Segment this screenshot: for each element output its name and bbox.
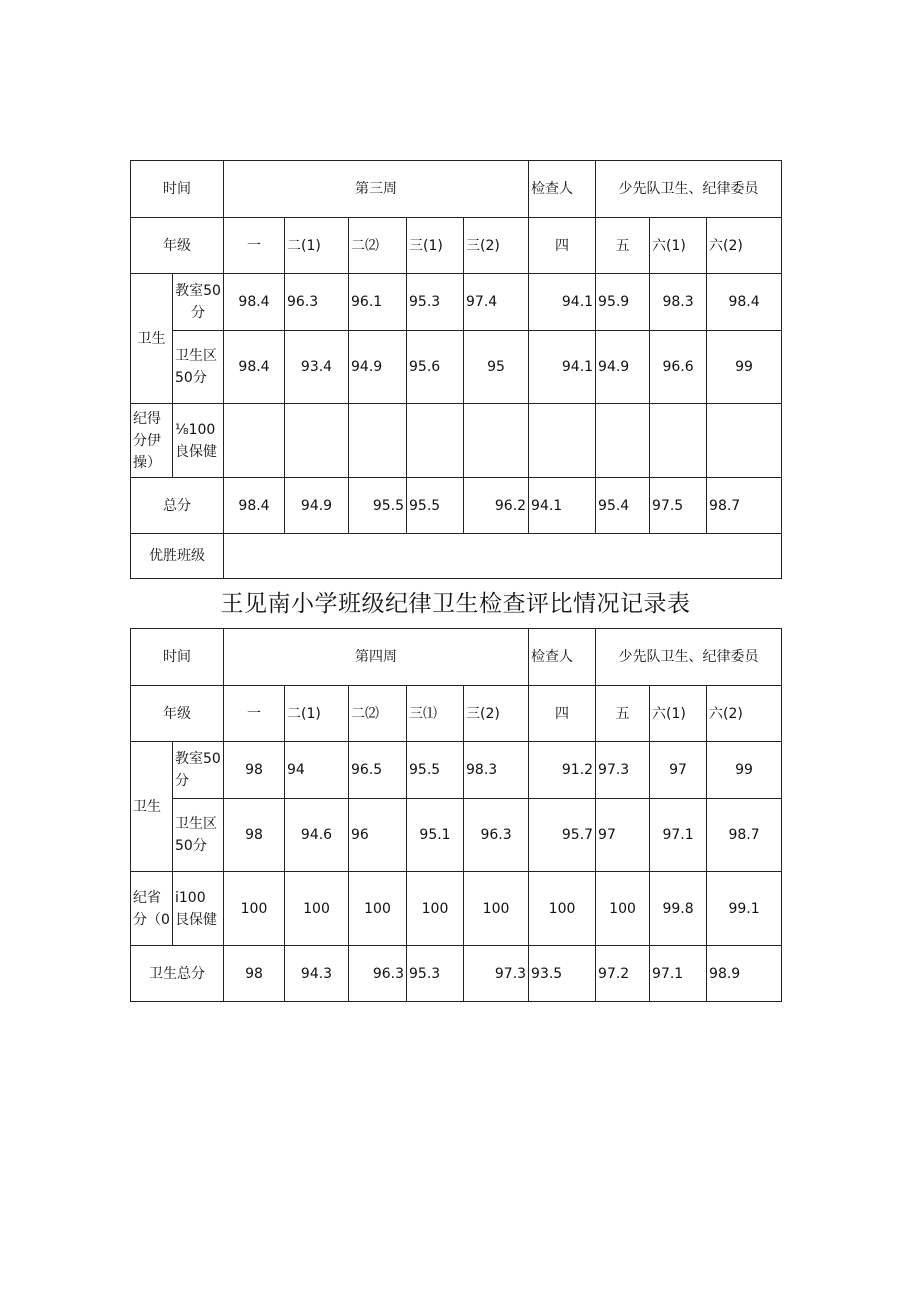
score-cell: 94.3 — [285, 946, 349, 1002]
classroom-label: 教室50分 — [173, 742, 224, 799]
grade-cell: 二(1) — [285, 686, 349, 742]
score-cell: 100 — [224, 872, 285, 946]
score-cell: 94.9 — [285, 478, 349, 534]
score-cell — [407, 404, 464, 478]
page-title: 王见南小学班级纪律卫生检查评比情况记录表 — [220, 591, 691, 617]
area-label: 卫生区50分 — [173, 799, 224, 872]
score-cell: 97.4 — [464, 274, 529, 331]
score-cell: 97.5 — [650, 478, 707, 534]
score-cell: 95.3 — [407, 274, 464, 331]
score-cell — [224, 404, 285, 478]
score-cell: 98.4 — [707, 274, 782, 331]
score-cell: 98.3 — [650, 274, 707, 331]
time-label: 时间 — [131, 161, 224, 218]
score-cell: 93.4 — [285, 331, 349, 404]
score-cell: 94.6 — [285, 799, 349, 872]
grade-cell: 五 — [596, 218, 650, 274]
score-cell: 91.2 — [529, 742, 596, 799]
score-cell: 94.1 — [529, 331, 596, 404]
winner-row — [131, 534, 782, 579]
score-cell: 100 — [407, 872, 464, 946]
score-cell: 99.8 — [650, 872, 707, 946]
score-cell: 96.3 — [349, 946, 407, 1002]
score-cell — [650, 404, 707, 478]
grade-cell: 三⑴ — [407, 686, 464, 742]
area-label: 卫生区50分 — [173, 331, 224, 404]
score-cell: 99 — [707, 331, 782, 404]
grade-cell: 三(1) — [407, 218, 464, 274]
total-row — [131, 478, 782, 534]
score-cell: 95.7 — [529, 799, 596, 872]
score-cell — [707, 404, 782, 478]
grade-label: 年级 — [131, 218, 224, 274]
score-cell: 95.5 — [407, 478, 464, 534]
classroom-row — [131, 274, 782, 331]
inspector-value: 少先队卫生、纪律委员 — [596, 629, 782, 686]
score-cell: 98.3 — [464, 742, 529, 799]
discipline-label: 纪省分（0 — [131, 872, 173, 946]
score-cell: 97.3 — [596, 742, 650, 799]
score-cell: 94.1 — [529, 478, 596, 534]
score-cell: 95.5 — [349, 478, 407, 534]
score-cell: 100 — [596, 872, 650, 946]
score-cell: 98 — [224, 946, 285, 1002]
score-cell: 96.1 — [349, 274, 407, 331]
score-cell: 98.9 — [707, 946, 782, 1002]
grade-cell: 三(2) — [464, 686, 529, 742]
score-cell — [349, 404, 407, 478]
discipline-row — [131, 404, 782, 478]
score-cell: 96.3 — [464, 799, 529, 872]
score-cell: 97 — [650, 742, 707, 799]
score-cell: 97 — [596, 799, 650, 872]
score-cell — [464, 404, 529, 478]
classroom-label: 教室50分 — [173, 274, 224, 331]
winner-label: 优胜班级 — [131, 534, 224, 579]
record-table-week3 — [130, 160, 782, 579]
score-cell: 96.5 — [349, 742, 407, 799]
total-label: 总分 — [131, 478, 224, 534]
grade-cell: 六(2) — [707, 218, 782, 274]
score-cell: 95.4 — [596, 478, 650, 534]
discipline-row — [131, 872, 782, 946]
score-cell: 97.3 — [464, 946, 529, 1002]
score-cell — [285, 404, 349, 478]
grade-cell: 五 — [596, 686, 650, 742]
time-label: 时间 — [131, 629, 224, 686]
grade-cell: 六(2) — [707, 686, 782, 742]
score-cell: 96 — [349, 799, 407, 872]
grade-cell: 一 — [224, 686, 285, 742]
week-label: 第三周 — [224, 161, 529, 218]
score-cell: 100 — [464, 872, 529, 946]
score-cell: 96.6 — [650, 331, 707, 404]
score-cell: 98.4 — [224, 274, 285, 331]
area-row — [131, 331, 782, 404]
hygiene-label: 卫生 — [131, 274, 173, 404]
grade-cell: 二⑵ — [349, 686, 407, 742]
score-cell: 93.5 — [529, 946, 596, 1002]
score-cell: 94.9 — [596, 331, 650, 404]
inspector-value: 少先队卫生、纪律委员 — [596, 161, 782, 218]
discipline-sub-label: ⅛100良保健 — [173, 404, 224, 478]
score-cell: 100 — [285, 872, 349, 946]
area-row — [131, 799, 782, 872]
hygiene-label: 卫生 — [131, 742, 173, 872]
week-label: 第四周 — [224, 629, 529, 686]
score-cell: 95.5 — [407, 742, 464, 799]
discipline-sub-label: i100 艮保健 — [173, 872, 224, 946]
score-cell: 98 — [224, 799, 285, 872]
score-cell — [596, 404, 650, 478]
discipline-label: 纪得分伊操） — [131, 404, 173, 478]
score-cell: 97.2 — [596, 946, 650, 1002]
total-label: 卫生总分 — [131, 946, 224, 1002]
score-cell: 98 — [224, 742, 285, 799]
score-cell — [529, 404, 596, 478]
score-cell: 98.4 — [224, 331, 285, 404]
total-row — [131, 946, 782, 1002]
score-cell: 95 — [464, 331, 529, 404]
winner-value — [224, 534, 782, 579]
grade-cell: 二(1) — [285, 218, 349, 274]
grade-cell: 四 — [529, 686, 596, 742]
score-cell: 95.6 — [407, 331, 464, 404]
score-cell: 98.7 — [707, 478, 782, 534]
score-cell: 96.2 — [464, 478, 529, 534]
score-cell: 99 — [707, 742, 782, 799]
grade-cell: 六(1) — [650, 686, 707, 742]
grade-cell: 四 — [529, 218, 596, 274]
score-cell: 94 — [285, 742, 349, 799]
score-cell: 95.9 — [596, 274, 650, 331]
grade-label: 年级 — [131, 686, 224, 742]
score-cell: 100 — [529, 872, 596, 946]
grade-cell: 二⑵ — [349, 218, 407, 274]
grade-cell: 三(2) — [464, 218, 529, 274]
time-row — [131, 629, 782, 686]
inspector-label: 检查人 — [529, 629, 596, 686]
score-cell: 96.3 — [285, 274, 349, 331]
inspector-label: 检查人 — [529, 161, 596, 218]
score-cell: 94.9 — [349, 331, 407, 404]
score-cell: 97.1 — [650, 799, 707, 872]
score-cell: 98.4 — [224, 478, 285, 534]
score-cell: 95.3 — [407, 946, 464, 1002]
score-cell: 94.1 — [529, 274, 596, 331]
score-cell: 97.1 — [650, 946, 707, 1002]
grade-cell: 六(1) — [650, 218, 707, 274]
score-cell: 99.1 — [707, 872, 782, 946]
grade-row — [131, 218, 782, 274]
score-cell: 95.1 — [407, 799, 464, 872]
grade-row — [131, 686, 782, 742]
score-cell: 100 — [349, 872, 407, 946]
time-row — [131, 161, 782, 218]
classroom-row — [131, 742, 782, 799]
record-table-week4 — [130, 628, 782, 1002]
grade-cell: 一 — [224, 218, 285, 274]
score-cell: 98.7 — [707, 799, 782, 872]
